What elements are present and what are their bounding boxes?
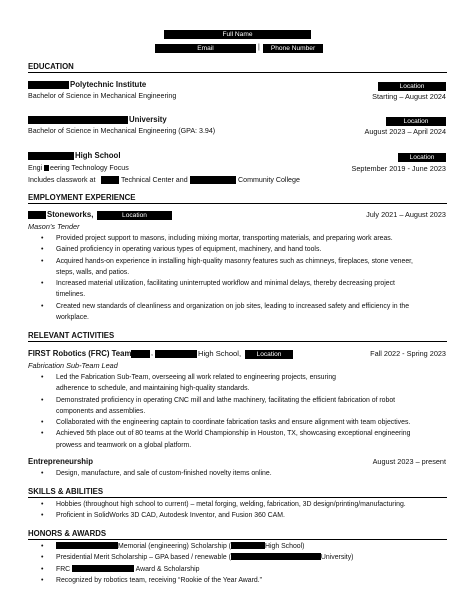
school-name-3: High School [75,151,121,160]
school-name-2: University [129,115,167,124]
list-item-continued: timelines. [56,291,86,299]
section-skills: SKILLS & ABILITIES [28,487,104,496]
rule-activities [28,341,447,342]
degree-1: Bachelor of Science in Mechanical Engineering [28,92,177,100]
redacted-classwork-2 [190,176,236,184]
classwork-part-c: Community College [238,176,300,184]
redacted-classwork-1 [101,176,119,184]
entrepreneurship-title: Entrepreneurship [28,457,93,466]
skills-bullets [40,499,446,522]
robotics-dates: Fall 2022 - Spring 2023 [370,349,446,358]
company-name: Stoneworks, [47,210,94,219]
robotics-bullets [40,372,446,451]
dates-2: August 2023 – April 2024 [364,127,446,136]
robotics-role: Fabrication Sub-Team Lead [28,361,118,370]
list-item-continued: adherence to schedule, and maintaining high-quality standards. [56,385,250,393]
list-item: • Design, manufacture, and sale of custom-finished novelty items online. [40,468,446,479]
honor-2-part-a: Presidential Merit Scholarship – GPA based / renewable ( [56,554,231,562]
list-item: • Increased material utilization, facilitating uninterrupted workflow and minimal delays, thereby decreasing project [40,278,446,289]
robotics-location: Location [245,350,293,359]
phone-redacted: Phone Number [263,44,323,53]
honor-3-part-b: Award & Scholarship [135,565,200,573]
list-item-continued: steps, walls, and patios. [56,268,130,276]
redacted-honor-1b [231,542,265,549]
employment-dates: July 2021 – August 2023 [366,210,446,219]
list-item-continued: prowess and teamwork on a global platform. [56,441,192,449]
list-item: • Recognized by robotics team, receiving “Rookie of the Year Award.” [40,575,446,586]
full-name-redacted: Full Name [164,30,311,39]
section-employment: EMPLOYMENT EXPERIENCE [28,193,136,202]
honors-bullets [40,541,446,586]
list-item: • Hobbies (throughout high school to current) – metal forging, welding, fabrication, 3D design/printing/manufacturing. [40,499,446,510]
robotics-title: FIRST Robotics (FRC) Team [28,349,132,358]
redacted-school-2 [28,116,128,124]
employment-role: Mason’s Tender [28,222,80,231]
list-item: • Proficient in SolidWorks 3D CAD, Autodesk Inventor, and Fusion 360 CAM. [40,510,446,521]
honor-1-part-a: Memorial (engineering) Scholarship ( [118,543,231,550]
classwork-part-a: Includes classwork at [28,176,96,184]
redacted-team-school [155,350,197,358]
school-name-1: Polytechnic Institute [70,80,147,89]
redacted-team-number [131,350,150,358]
list-item-continued: workplace. [56,314,89,322]
list-item: • Collaborated with the engineering captain to coordinate fabrication tasks and ensure alignment with team objectives. [40,417,446,428]
list-item: • Achieved 5th place out of 80 teams at the World Championship in Houston, TX, showcasing exceptional engineering [40,428,446,439]
redacted-degree-3 [44,165,49,171]
entrepreneurship-bullets [40,468,446,479]
contact-separator: | [258,44,260,51]
list-item [40,552,446,563]
robotics-school: High School, [198,349,242,358]
list-item: • Provided project support to masons, including mixing mortar, transporting materials, and preparing work areas. [40,233,446,244]
redacted-honor-1 [56,542,118,549]
rule-education [28,72,447,73]
employment-location: Location [97,211,172,220]
dates-1: Starting – August 2024 [372,92,446,101]
list-item: • Acquired hands-on experience in installing high-quality masonry features such as chimneys, fireplaces, stone veneer, [40,256,446,267]
list-item [40,564,446,575]
section-honors: HONORS & AWARDS [28,529,107,538]
redacted-school-3 [28,152,74,160]
employment-bullets [40,233,446,323]
list-item: • Created new standards of cleanliness and organization on job sites, leading to increased safety and efficiency in the [40,301,446,312]
list-item: • Gained proficiency in operating various types of equipment, machinery, and hand tools. [40,244,446,255]
honor-3-part-a: FRC [56,565,71,573]
honor-1-part-b: High School) [264,543,305,550]
list-item-continued: components and assemblies. [56,407,146,415]
list-item: • Led the Fabrication Sub-Team, overseeing all work related to engineering projects, ensuring [40,372,446,383]
honor-2-part-b: University) [320,554,354,562]
redacted-company [28,211,46,219]
redacted-school-1 [28,81,69,89]
location-1: Location [378,82,446,91]
location-3: Location [398,153,446,162]
degree-3-part-b: eering Technology Focus [50,164,129,172]
list-item: • Demonstrated proficiency in operating CNC mill and lathe machinery, facilitating the efficient fabrication of robot [40,395,446,406]
entrepreneurship-dates: August 2023 – present [372,457,446,466]
redacted-honor-3 [72,565,134,572]
list-item [40,541,446,552]
section-education: EDUCATION [28,62,74,71]
email-redacted: Email [155,44,256,53]
redacted-honor-2 [231,553,321,560]
robotics-comma: , [151,349,153,357]
location-2: Location [386,117,446,126]
classwork-part-b: Technical Center and [121,176,188,184]
degree-3-part-a: Engi [28,164,43,172]
dates-3: September 2019 - June 2023 [351,164,446,173]
rule-employment [28,203,447,204]
degree-2: Bachelor of Science in Mechanical Engineering (GPA: 3.94) [28,127,216,135]
rule-skills [28,497,447,498]
rule-honors [28,539,447,540]
section-activities: RELEVANT ACTIVITIES [28,331,115,340]
